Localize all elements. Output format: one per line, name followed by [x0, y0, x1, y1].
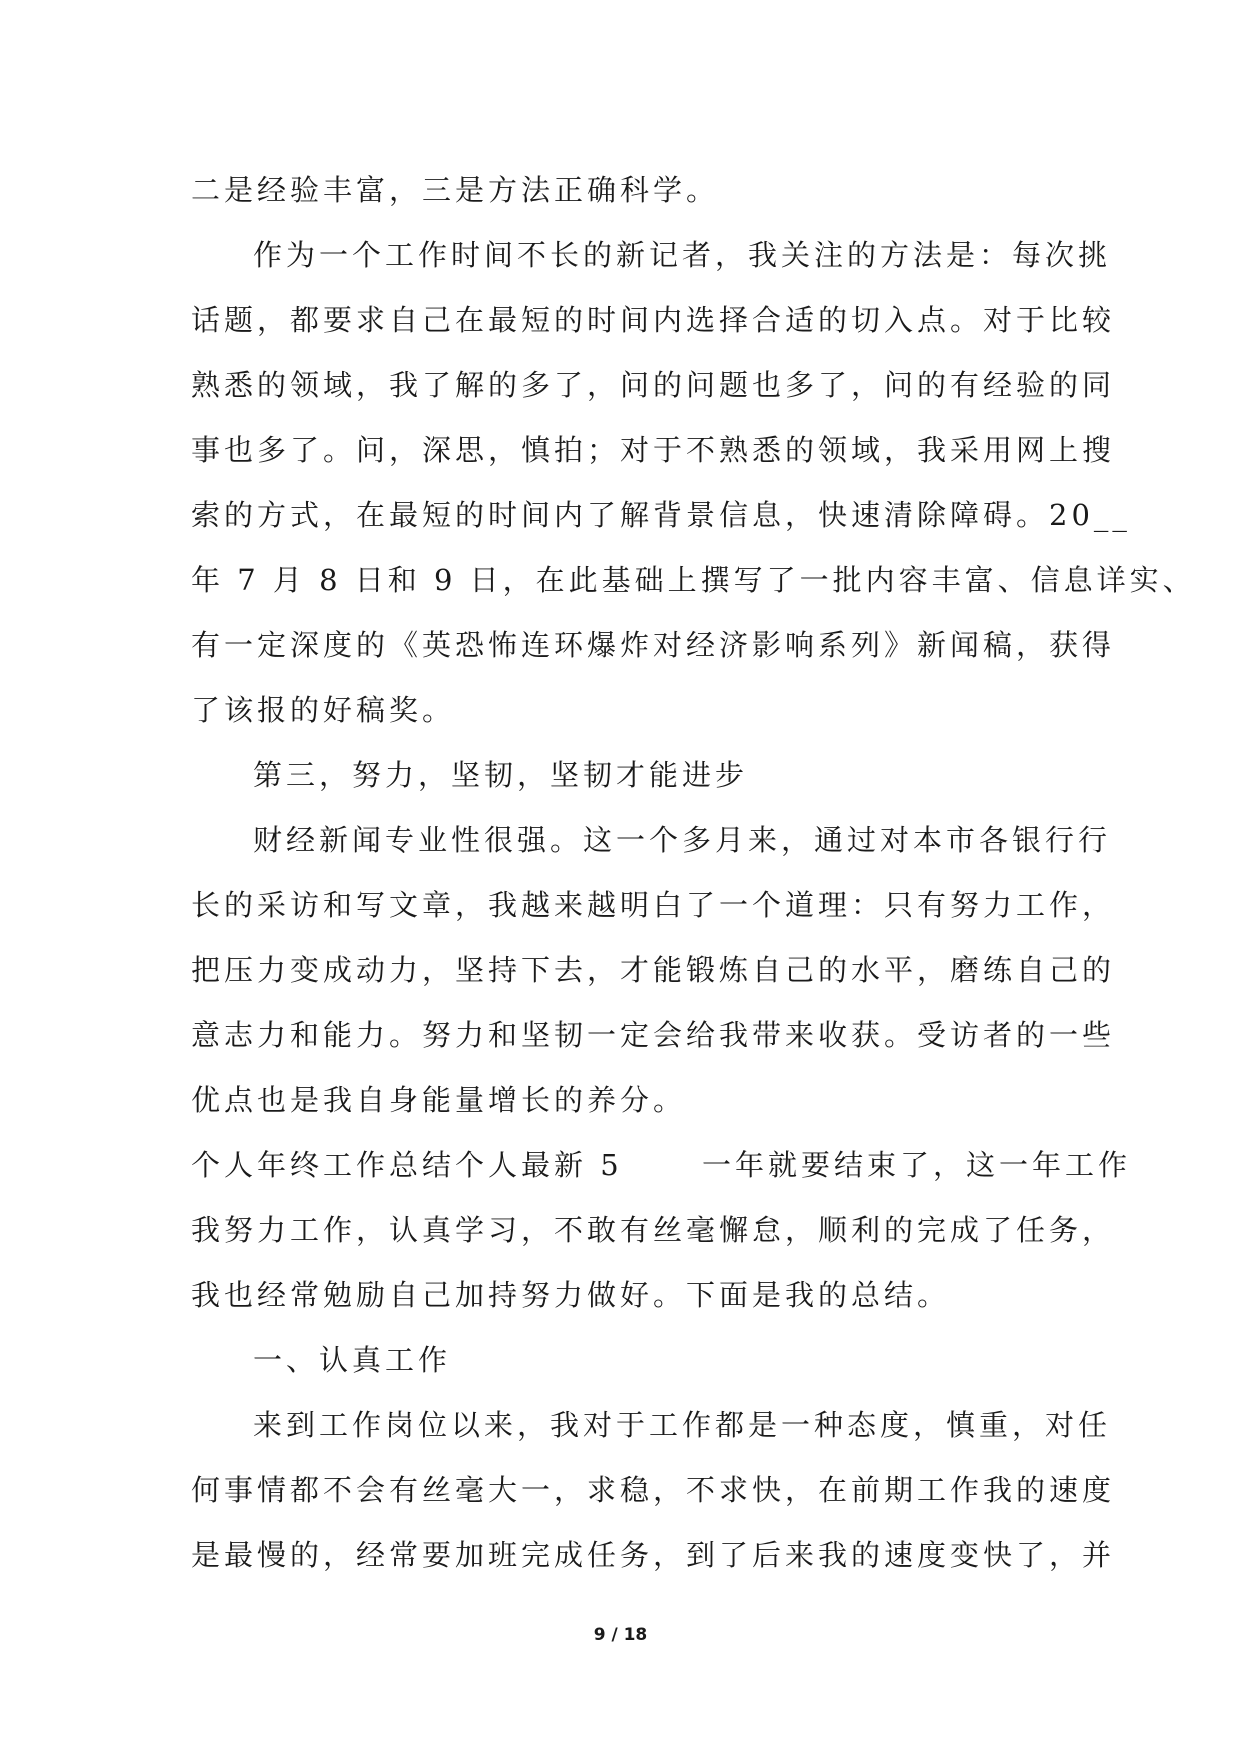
- text-line: 索的方式，在最短的时间内了解背景信息，快速清除障碍。20__: [191, 498, 1131, 532]
- text-line: 何事情都不会有丝毫大一，求稳，不求快，在前期工作我的速度: [191, 1473, 1116, 1507]
- section-heading: 第三，努力，坚韧，坚韧才能进步: [253, 758, 749, 792]
- paragraph-start: 来到工作岗位以来，我对于工作都是一种态度，慎重，对任: [253, 1408, 1112, 1442]
- text-line: 优点也是我自身能量增长的养分。: [191, 1083, 687, 1117]
- text-line: 意志力和能力。努力和坚韧一定会给我带来收获。受访者的一些: [191, 1018, 1116, 1052]
- text-line: 长的采访和写文章，我越来越明白了一个道理：只有努力工作，: [191, 888, 1116, 922]
- text-line: 把压力变成动力，坚持下去，才能锻炼自己的水平，磨练自己的: [191, 953, 1116, 987]
- text-line: 是最慢的，经常要加班完成任务，到了后来我的速度变快了，并: [191, 1538, 1116, 1572]
- text-line: 二是经验丰富，三是方法正确科学。: [191, 173, 720, 207]
- text-line: 年 7 月 8 日和 9 日，在此基础上撰写了一批内容丰富、信息详实、: [191, 563, 1196, 597]
- article-title-line: 个人年终工作总结个人最新 5 一年就要结束了，这一年工作: [191, 1148, 1131, 1182]
- text-line: 有一定深度的《英恐怖连环爆炸对经济影响系列》新闻稿，获得: [191, 628, 1116, 662]
- text-line: 我也经常勉励自己加持努力做好。下面是我的总结。: [191, 1278, 951, 1312]
- section-heading: 一、认真工作: [253, 1343, 452, 1377]
- text-line: 话题，都要求自己在最短的时间内选择合适的切入点。对于比较: [191, 303, 1116, 337]
- paragraph-start: 财经新闻专业性很强。这一个多月来，通过对本市各银行行: [253, 823, 1112, 857]
- text-line: 熟悉的领域，我了解的多了，问的问题也多了，问的有经验的同: [191, 368, 1116, 402]
- page-number: 9 / 18: [593, 1625, 648, 1645]
- document-body: [191, 158, 1196, 1588]
- paragraph-start: 作为一个工作时间不长的新记者，我关注的方法是：每次挑: [253, 238, 1112, 272]
- text-line: 了该报的好稿奖。: [191, 693, 456, 727]
- text-line: 事也多了。问，深思，慎拍；对于不熟悉的领域，我采用网上搜: [191, 433, 1116, 467]
- text-line: 我努力工作，认真学习，不敢有丝毫懈怠，顺利的完成了任务，: [191, 1213, 1116, 1247]
